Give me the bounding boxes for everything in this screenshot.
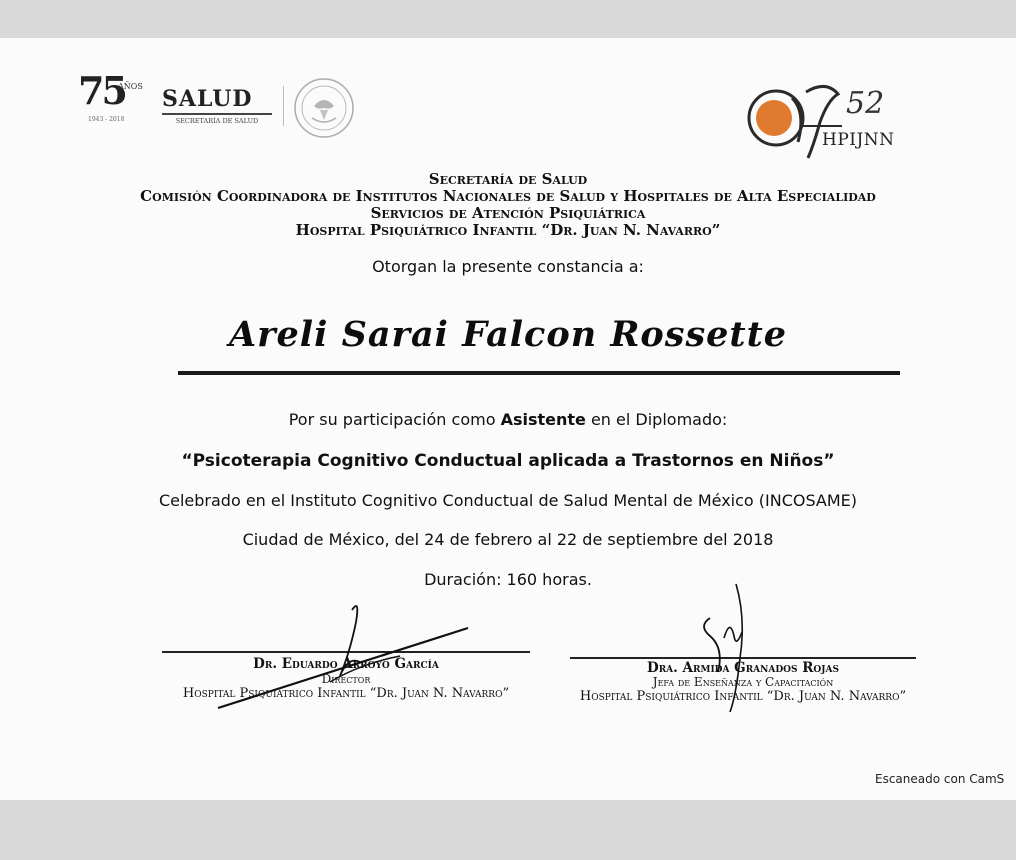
recipient-name: Areli Sarai Falcon Rossette (228, 314, 788, 355)
recipient-underline (178, 371, 900, 375)
anniversary-logo (78, 68, 148, 130)
course-title: “Psicoterapia Cognitivo Conductual aplicada a Trastornos en Niños” (181, 451, 835, 471)
city-dates: Ciudad de México, del 24 de febrero al 22 de septiembre del 2018 (242, 530, 774, 549)
signature-name-2: Dra. Armida Granados Rojas (646, 660, 840, 676)
granting-text: Otorgan la presente constancia a: (372, 257, 644, 276)
celebrated-at: Celebrado en el Instituto Cognitivo Conductual de Salud Mental de México (INCOSAME) (158, 491, 858, 510)
signature-scrawl-2-icon (690, 578, 780, 718)
salud-logo (162, 86, 272, 125)
participation-text (0, 410, 1016, 429)
participation-role: Asistente (500, 410, 586, 429)
certificate-paper (0, 38, 1016, 800)
signature-role-2: Jefa de Enseñanza y Capacitación (652, 675, 834, 689)
mexico-seal-icon (292, 76, 356, 140)
signature-scrawl-1-icon (210, 598, 480, 714)
hospital-logo-number: 52 (846, 86, 885, 121)
header-line-4: Hospital Psiquiátrico Infantil “Dr. Juan N. Navarro” (295, 221, 721, 239)
salud-logo-rule (162, 113, 272, 115)
duration: Duración: 160 horas. (424, 570, 592, 589)
anniversary-number: 75 (78, 68, 125, 113)
header-line-3: Servicios de Atención Psiquiátrica (370, 204, 646, 222)
hospital-logo-text: HPIJNN (822, 130, 895, 150)
signature-name-1: Dr. Eduardo Arroyo García (253, 656, 439, 672)
signature-role-1: Director (321, 672, 371, 686)
header-line-2: Comisión Coordinadora de Institutos Nacionales de Salud y Hospitales de Alta Especialidad (140, 187, 876, 205)
signature-institution-1: Hospital Psiquiátrico Infantil “Dr. Juan N. Navarro” (182, 686, 510, 701)
anniversary-years: 1943 - 2018 (88, 116, 125, 123)
signature-institution-2: Hospital Psiquiátrico Infantil “Dr. Juan N. Navarro” (579, 689, 907, 704)
hospital-logo (746, 82, 896, 162)
header-line-1: Secretaría de Salud (428, 170, 588, 188)
salud-logo-subtitle: SECRETARÍA DE SALUD (175, 117, 259, 125)
participation-prefix: Por su participación como (288, 410, 501, 429)
scan-watermark: Escaneado con CamS (875, 772, 1005, 786)
participation-suffix: en el Diplomado: (585, 410, 728, 429)
logo-divider (283, 86, 284, 126)
anniversary-word: AÑOS (118, 82, 143, 91)
salud-logo-title: SALUD (162, 86, 253, 112)
